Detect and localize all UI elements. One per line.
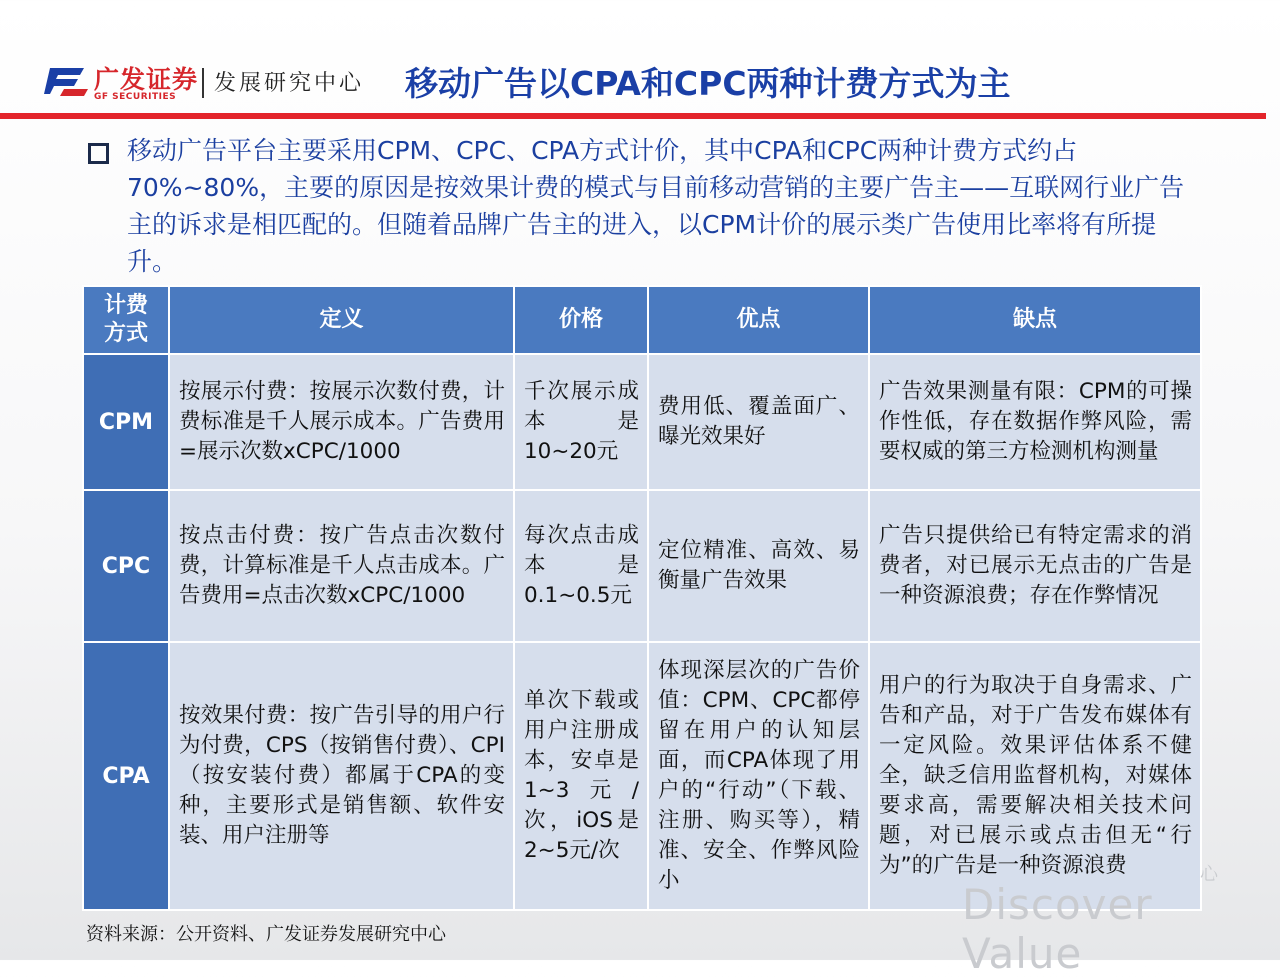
pros-cell: 定位精准、高效、易衡量广告效果 (648, 490, 869, 642)
department-name: 发展研究中心 (214, 71, 365, 96)
watermark-text: Discover Value (962, 880, 1153, 978)
slide-header (0, 0, 1280, 125)
gf-logo-icon (44, 62, 88, 100)
brand-name-en: GF SECURITIES (94, 92, 177, 102)
cons-cell: 广告效果测量有限：CPM的可操作性低，存在数据作弊风险，需要权威的第三方检测机构测量 (869, 354, 1201, 490)
source-note: 资料来源：公开资料、广发证券发展研究中心 (86, 924, 446, 945)
billing-methods-table (82, 285, 1202, 911)
table-row (83, 354, 1201, 490)
billing-type-cell: CPA (83, 642, 169, 910)
summary-paragraph: 移动广告平台主要采用CPM、CPC、CPA方式计价，其中CPA和CPC两种计费方式约占70%~80%，主要的原因是按效果计费的模式与目前移动营销的主要广告主——互联网行业广告主的诉求是相匹配的。但随着品牌广告主的进入，以CPM计价的展示类广告使用比率将有所提升。 (127, 136, 1185, 276)
cons-cell: 广告只提供给已有特定需求的消费者，对已展示无点击的广告是一种资源浪费；存在作弊情况 (869, 490, 1201, 642)
watermark-mark: 心 (1200, 864, 1218, 885)
table-header-row (83, 286, 1201, 354)
header-pros: 优点 (648, 286, 869, 354)
pros-cell: 体现深层次的广告价值：CPM、CPC都停留在用户的认知层面，而CPA体现了用户的“行动”（下载、注册、购买等），精准、安全、作弊风险小 (648, 642, 869, 910)
definition-cell: 按展示付费：按展示次数付费，计费标准是千人展示成本。广告费用=展示次数xCPC/1000 (169, 354, 514, 490)
header-price: 价格 (514, 286, 648, 354)
bullet-square-icon (88, 143, 109, 164)
cons-cell: 用户的行为取决于自身需求、广告和产品，对于广告发布媒体有一定风险。效果评估体系不健全，缺乏信用监督机构，对媒体要求高，需要解决相关技术问题，对已展示或点击但无“行为”的广告是一种资源浪费 (869, 642, 1201, 910)
pros-cell: 费用低、覆盖面广、曝光效果好 (648, 354, 869, 490)
page-title: 移动广告以CPA和CPC两种计费方式为主 (405, 64, 1011, 103)
table-row (83, 642, 1201, 910)
brand-name-cn: 广发证券 (94, 65, 199, 94)
billing-type-cell: CPM (83, 354, 169, 490)
definition-cell: 按点击付费：按广告点击次数付费，计算标准是千人点击成本。广告费用=点击次数xCPC/1000 (169, 490, 514, 642)
title-underline (0, 113, 1266, 119)
header-cons: 缺点 (869, 286, 1201, 354)
table-row (83, 490, 1201, 642)
price-cell: 千次展示成本是10~20元 (514, 354, 648, 490)
definition-cell: 按效果付费：按广告引导的用户行为付费，CPS（按销售付费）、CPI（按安装付费）都属于CPA的变种，主要形式是销售额、软件安装、用户注册等 (169, 642, 514, 910)
header-definition: 定义 (169, 286, 514, 354)
header-billing-method: 计费方式 (83, 286, 169, 354)
billing-type-cell: CPC (83, 490, 169, 642)
price-cell: 每次点击成本是0.1~0.5元 (514, 490, 648, 642)
price-cell: 单次下载或用户注册成本，安卓是1~3元/次，iOS是2~5元/次 (514, 642, 648, 910)
header-divider (202, 68, 204, 98)
